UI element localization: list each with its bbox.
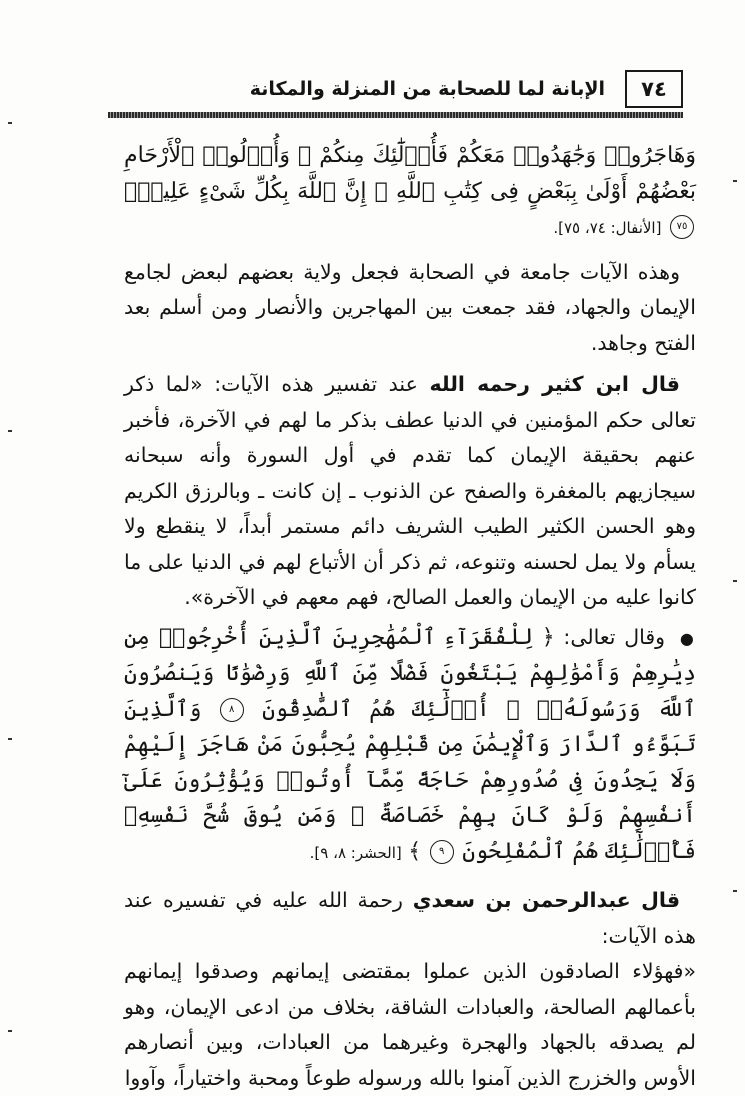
bullet-icon: ● [679,628,696,648]
quote-intro: رحمة الله عليه في تفسيره عند هذه الآيات: [124,888,696,948]
verse-text: وَهَاجَرُوا۟ وَجَٰهَدُوا۟ مَعَكُمْ فَأُو۟لَٰٓئِكَ مِنكُمْ ۚ وَأُو۟لُوا۟ ٱلْأَرْحَامِ بَعْضُهُمْ أَوْلَىٰ بِبَعْضٍ فِى كِتَٰبِ ٱللَّهِ ۗ إِنَّ ٱللَّهَ بِكُلِّ شَىْءٍ عَلِيمٌۢ [124,143,696,204]
quran-verse-hashr [124,620,696,872]
verse-text: وَٱلَّذِينَ تَبَوَّءُو ٱلدَّارَ وَٱلْإِيمَٰنَ مِن قَبْلِهِمْ يُحِبُّونَ مَنْ هَاجَرَ إِلَيْهِمْ وَلَا يَجِدُونَ فِى صُدُورِهِمْ حَاجَةً مِّمَّآ أُوتُوا۟ وَيُؤْثِرُونَ عَلَىٰٓ أَنفُسِهِمْ وَلَوْ كَانَ بِهِمْ خَصَاصَةٌ ۚ وَمَن يُوقَ شُحَّ نَفْسِهِۦ فَأُو۟لَٰٓئِكَ هُمُ ٱلْمُفْلِحُونَ [124,696,696,864]
verse-reference: [الأنفال: ٧٤، ٧٥]. [553,219,662,237]
header-rule [108,112,683,118]
quran-verse-anfal [124,138,696,247]
page-header [108,66,683,118]
margin-tick [8,430,12,432]
verse-close-bracket: ﴾ [408,838,422,864]
verse-intro: وقال تعالى: [563,624,666,649]
verse-text: لِلْفُقَرَآءِ ٱلْمُهَٰجِرِينَ ٱلَّذِينَ أُخْرِجُوا۟ مِن دِيَٰرِهِمْ وَأَمْوَٰلِهِمْ يَبْتَغُونَ فَضْلًا مِّنَ ٱللَّهِ وَرِضْوَٰنًا وَيَنصُرُونَ ٱللَّهَ وَرَسُولَهُۥٓ ۚ أُو۟لَٰٓئِكَ هُمُ ٱلصَّٰدِقُونَ [124,624,696,722]
paragraph-ibn-saadi [124,883,696,954]
ayah-number-marker: ٧٥ [670,215,694,239]
margin-tick [8,1030,12,1032]
quote-attribution: قال ابن كثير رحمه الله [429,372,680,396]
paragraph-commentary: وهذه الآيات جامعة في الصحابة فجعل ولاية بعضهم لبعض لجامع الإيمان والجهاد، فقد جمعت بين المهاجرين والأنصار ومن أسلم بعد الفتح وجاهد. [124,259,696,355]
verse-reference: [الحشر: ٨، ٩]. [309,843,402,862]
verse-open-bracket: ﴿ [541,624,555,650]
ayah-number-marker: ٨ [220,698,244,722]
quote-attribution: قال عبدالرحمن بن سعدي [412,888,681,912]
quote-text: عند تفسير هذه الآيات: «لما ذكر تعالى حكم المؤمنين في الدنيا عطف بذكر ما لهم في الآخرة، فأخبر عنهم بحقيقة الإيمان كما تقدم في أول السورة وأنه سبحانه سيجازيهم بالمغفرة والصفح عن الذنوب ـ إن كانت ـ وبالرزق الكريم وهو الحسن الكثير الطيب الشريف دائم مستمر أبداً، لا ينقطع ولا يسأم ولا يمل لحسنه وتنوعه، ثم ذكر أن الأتباع لهم في الدنيا على ما كانوا عليه من الإيمان والعمل الصالح، فهم معهم في الآخرة». [124,372,696,609]
margin-tick [8,738,12,740]
margin-tick [733,180,737,182]
page-body [124,138,696,1096]
margin-tick [733,890,737,892]
running-title: الإبانة لما للصحابة من المنزلة والمكانة [249,78,605,100]
margin-tick [733,580,737,582]
margin-tick [8,122,12,124]
ayah-number-marker: ٩ [430,840,454,864]
paragraph-ibn-kathir [124,367,696,616]
paragraph-saadi-quote: «فهؤلاء الصادقون الذين عملوا بمقتضى إيمانهم وصدقوا إيمانهم بأعمالهم الصالحة، والعبادات الشاقة، بخلاف من ادعى الإيمان، وهو لم يصدقه بالجهاد والهجرة وغيرهما من العبادات، وبين أنصارهم الأوس والخزرج الذين آمنوا بالله ورسوله طوعاً ومحبة واختياراً، وآووا [124,959,696,1090]
page-number-box: ٧٤ [625,70,683,108]
